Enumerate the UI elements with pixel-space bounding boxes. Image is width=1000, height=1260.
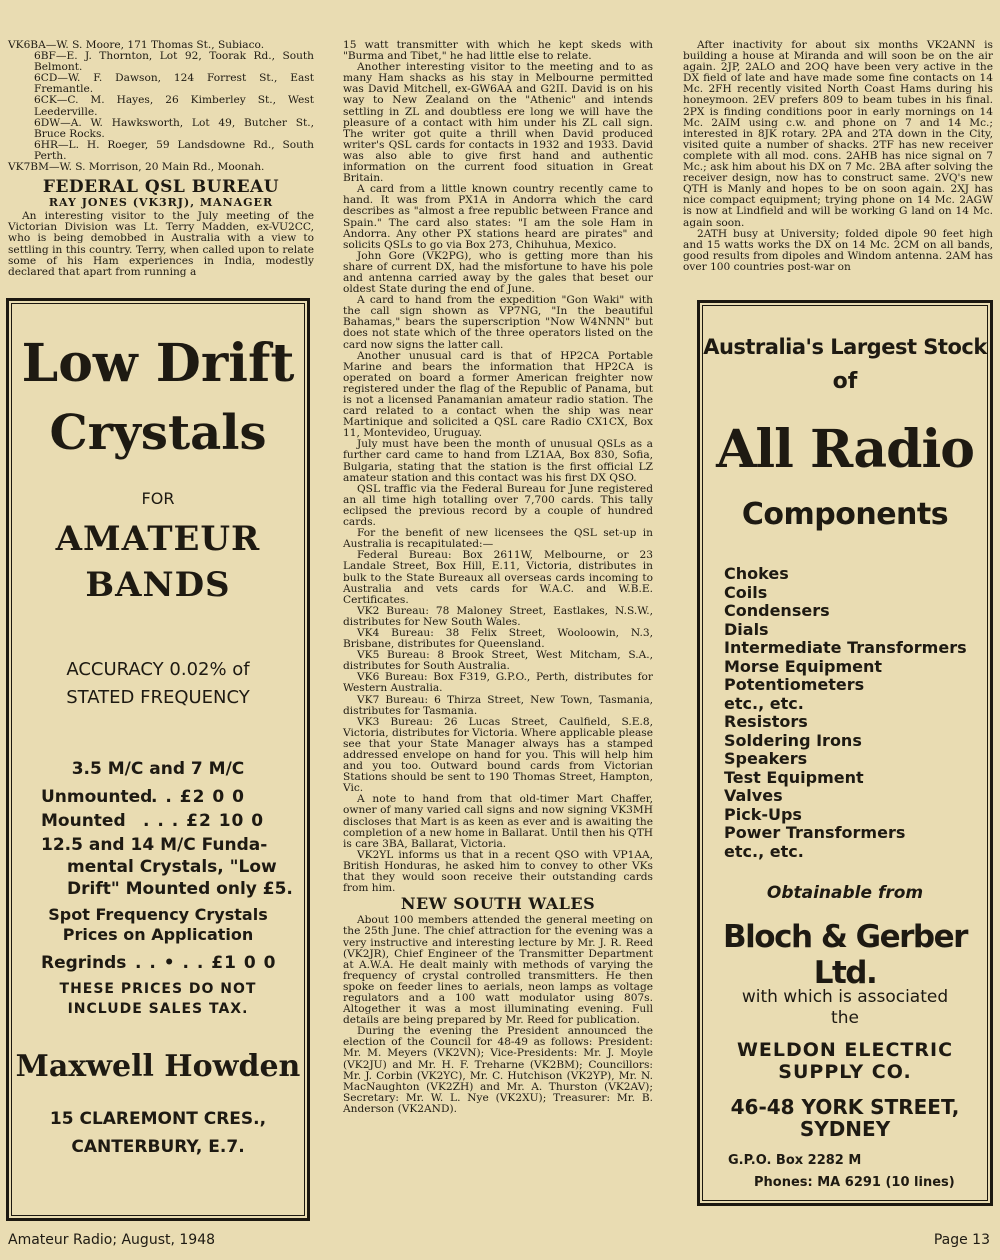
- ad-address-line-1: 15 CLAREMONT CRES.,: [49, 1109, 267, 1129]
- ad-item: etc., etc.: [724, 693, 804, 713]
- article-paragraph: Another interesting visitor to the meeting and to as many Ham shacks as his stay in Melbourne permitted was David Mitchell, ex-GW6AA and G2II. David is on his way to New Zealand on the "Athenic" and intends settling in ZL and doubtless ere long we will have the pleasure of a contact with him under his ZL call sign. The writer got quite a thrill when David produced writer's QSL cards for contacts in 1932 and 1933. David was also able to give first hand and authentic information on the current food situation in Great Britain.: [343, 61, 653, 185]
- ad-city: SYDNEY: [799, 1117, 891, 1141]
- ad-associated-line-1: with which is associated: [741, 987, 949, 1007]
- bureau-intro: An interesting visitor to the July meeting of the Victorian Division was Lt. Terry Madden, ex-VU2CC, who is being demobbed in Australia with a view to settling in this country. Terry, when called upon to relate some of his Ham experiences in India, modestly declared that apart from running a: [8, 210, 314, 278]
- ad-item: Coils: [724, 582, 768, 602]
- directory-entry: 6BF—E. J. Thornton, Lot 92, Toorak Rd., South Belmont.: [34, 50, 314, 74]
- ad-amateur: AMATEUR: [55, 519, 261, 559]
- ad-weldon-line-2: SUPPLY CO.: [778, 1061, 912, 1083]
- directory-entry: VK7BM—W. S. Morrison, 20 Main Rd., Moonah.: [8, 161, 265, 174]
- article-paragraph: For the benefit of new licensees the QSL set-up in Australia is recapitulated:—: [343, 527, 653, 551]
- ad-regrinds-price: . . • . . £1 0 0: [135, 953, 277, 973]
- article-paragraph: VK7 Bureau: 6 Thirza Street, New Town, Tasmania, distributes for Tasmania.: [343, 693, 653, 717]
- ad-item: Condensers: [724, 601, 830, 620]
- ad-all-radio: All Radio: [716, 419, 974, 480]
- ad-frequency: 3.5 M/C and 7 M/C: [71, 759, 245, 779]
- ad-tax-line-1: THESE PRICES DO NOT: [59, 981, 257, 997]
- ad-address-line-2: CANTERBURY, E.7.: [71, 1137, 245, 1157]
- directory-entry: 6CK—C. M. Hayes, 26 Kimberley St., West Leederville.: [34, 94, 314, 118]
- directory-entry: 6CD—W. F. Dawson, 124 Forrest St., East Fremantle.: [34, 72, 314, 96]
- crystals-advertisement: [6, 298, 310, 1221]
- article-paragraph: VK3 Bureau: 26 Lucas Street, Caulfield, S.E.8, Victoria, distributes for Victoria. Where applicable please see that your State Manager always has a stamped addressed envelope on hand for you. This will help him and you too. Outward bound cards from Victorian Stations should be sent to 190 Thomas Street, Hampton, Vic.: [343, 715, 653, 795]
- ad-accuracy-line-2: STATED FREQUENCY: [66, 687, 250, 708]
- right-column: [683, 40, 993, 273]
- article-paragraph: VK2 Bureau: 78 Maloney Street, Eastlakes, N.S.W., distributes for New South Wales.: [343, 604, 653, 628]
- ad-item: Intermediate Transformers: [724, 638, 967, 657]
- ad-mounted-label: Mounted: [41, 811, 126, 831]
- ad-headline-crystals: Crystals: [49, 405, 267, 461]
- ad-accuracy-line-1: ACCURACY 0.02% of: [66, 659, 250, 680]
- article-paragraph: 15 watt transmitter with which he kept skeds with "Burma and Tibet," he had little else to relate.: [343, 39, 653, 63]
- ad-mounted-price: . . . £2 10 0: [143, 811, 265, 831]
- directory-entry: 6DW—A. W. Hawksworth, Lot 49, Butcher St., Bruce Rocks.: [34, 116, 314, 140]
- ad-unmounted-label: Unmounted: [41, 787, 153, 807]
- nsw-section-title: NEW SOUTH WALES: [400, 894, 596, 914]
- ad-item: Power Transformers: [724, 823, 906, 842]
- article-paragraph: During the evening the President announced the election of the Council for 48-49 as follows: President: Mr. M. Meyers (VK2VN); Vice-Presidents: Mr. J. Moyle (VK2JU) and Mr. H. F. Treharne (VK2BM); Councillors: Mr. J. Corbin (VK2YC), Mr. C. Hutchison (VK2YP), Mr. N. MacNaughton (VK2ZH) and Mr. A. Thurston (VK2AV); Secretary: Mr. W. L. Nye (VK2XU); Treasurer: Mr. B. Anderson (VK2AND).: [343, 1025, 653, 1115]
- article-paragraph: About 100 members attended the general meeting on the 25th June. The chief attraction for the evening was a very instructive and interesting lecture by Mr. J. R. Reed (VK2JR), Chief Engineer of the Transmitter Department at A.W.A. He dealt mainly with methods of varying the frequency of crystal controlled transmitters. He then spoke on feeder lines to aerials, neon lamps as voltage regulators and a 100 watt modulator using 807s. Altogether it was a most illuminating evening. Full details are being prepared by Mr. Reed for publication.: [343, 914, 653, 1027]
- article-paragraph: Federal Bureau: Box 2611W, Melbourne, or 23 Landale Street, Box Hill, E.11, Victoria, distributes in bulk to the State Bureaux all overseas cards incoming to Australia and vets cards for W.A.C. and W.B.E. Certificates.: [343, 549, 653, 606]
- ad-street: 46-48 YORK STREET,: [730, 1095, 960, 1119]
- ad-item: Valves: [724, 786, 783, 805]
- ad-item: Soldering Irons: [724, 730, 862, 750]
- ad-item: Dials: [724, 619, 769, 639]
- ad-item: Morse Equipment: [724, 656, 883, 676]
- bureau-manager: RAY JONES (VK3RJ), MANAGER: [48, 196, 274, 210]
- article-paragraph: 2ATH busy at University; folded dipole 90 feet high and 15 watts works the DX on 14 Mc. 2CM on all bands, good results from dipoles and Windom antenna. 2AM has over 100 countries post-war on: [683, 227, 993, 273]
- middle-column: [343, 40, 653, 1115]
- ad-fundamental-line-2: mental Crystals, "Low: [67, 857, 277, 877]
- footer-publication: Amateur Radio; August, 1948: [8, 1232, 216, 1248]
- ad-item: Chokes: [724, 564, 789, 583]
- ad-bloch-gerber: Bloch & Gerber Ltd.: [723, 919, 967, 991]
- article-paragraph: A card to hand from the expedition "Gon Waki" with the call sign shown as VP7NG, "In the beautiful Bahamas," bears the superscription "Now W4NNN" but does not state which of the three operators listed on the card now signs the latter call.: [343, 294, 653, 351]
- ad-tax-line-2: INCLUDE SALES TAX.: [67, 1001, 249, 1017]
- article-paragraph: VK5 Bureau: 8 Brook Street, West Mitcham, S.A., distributes for South Australia.: [343, 649, 653, 673]
- ad-item: Speakers: [724, 749, 808, 768]
- ad-item: Resistors: [724, 712, 808, 731]
- article-paragraph: After inactivity for about six months VK2ANN is building a house at Miranda and will soon be on the air again. 2JP, 2ALO and 2OQ have been very active in the DX field of late and have made some fine contacts on 14 Mc. 2FH recently visited North Coast Hams during his honeymoon. 2EV prefers 809 to beam tubes in his final. 2PX is finding conditions poor in early mornings on 14 Mc. 2AIM using c.w. and phone on 7 and 14 Mc.; interested in 8JK rotary. 2PA and 2TA down in the City, visited quite a number of shacks. 2TF has new receiver complete with all mod. cons. 2AHB has nice signal on 7 Mc.; ask him about his DX on 7 Mc. 2BA after solving the receiver design, now has to construct same. 2VQ's new QTH is Manly and hopes to be on soon again. 2XJ has nice compact equipment; trying phone on 14 Mc. 2AGW is now at Lindfield and will be working G land on 14 Mc. again soon.: [683, 39, 993, 229]
- ad-fundamental-line-1: 12.5 and 14 M/C Funda-: [41, 835, 268, 855]
- ad-associated-line-2: the: [831, 1008, 859, 1028]
- ad-regrinds-label: Regrinds: [41, 953, 127, 973]
- ad-components: Components: [741, 497, 949, 532]
- directory-entry: VK6BA—W. S. Moore, 171 Thomas St., Subiaco.: [8, 39, 265, 51]
- ad-item-list: [724, 565, 967, 861]
- footer-page-number: Page 13: [933, 1232, 990, 1248]
- ad-item: Test Equipment: [724, 767, 864, 787]
- ad-bands: BANDS: [85, 565, 231, 605]
- ad-company-name: Maxwell Howden: [15, 1049, 301, 1084]
- ad-item: etc., etc.: [724, 841, 804, 861]
- article-paragraph: VK4 Bureau: 38 Felix Street, Wooloowin, N.3, Brisbane, distributes for Queensland.: [343, 626, 653, 651]
- ad-spot-line-1: Spot Frequency Crystals: [48, 905, 268, 924]
- ad-headline-low-drift: Low Drift: [21, 333, 295, 394]
- ad-item: Potentiometers: [724, 675, 865, 694]
- ad-spot-line-2: Prices on Application: [62, 925, 254, 944]
- ad-obtainable-from: Obtainable from: [766, 883, 924, 903]
- left-column: [8, 40, 314, 278]
- ad-largest-stock: Australia's Largest Stock: [703, 335, 987, 359]
- components-advertisement: [697, 300, 993, 1206]
- ad-phones: Phones: MA 6291 (10 lines): [754, 1175, 955, 1190]
- article-paragraph: Another unusual card is that of HP2CA Portable Marine and bears the information that HP2CA is operated on board a former American freighter now registered under the flag of the Republic of Panama, but is not a licensed Panamanian amateur radio station. The card related to a contact when the ship was near Martinique and solicited a QSL care Radio CX1CX, Box 11, Montevideo, Uruguay.: [343, 349, 653, 440]
- article-paragraph: John Gore (VK2PG), who is getting more than his share of current DX, had the misfortune to have his pole and antenna carried away by the gales that beset our oldest State during the end of June.: [343, 249, 653, 296]
- ad-gpo: G.P.O. Box 2282 M: [728, 1153, 862, 1168]
- article-paragraph: A card from a little known country recently came to hand. It was from PX1A in Andorra which the card describes as "almost a free republic between France and Spain." The card also states: "I am the sole Ham in Andorra. Any other PX stations heard are pirates" and solicits QSLs to go via Box 273, Chihuhua, Mexico.: [343, 183, 653, 251]
- ad-of: of: [832, 369, 858, 394]
- ad-item: Pick-Ups: [724, 804, 802, 824]
- article-paragraph: A note to hand from that old-timer Mart Chaffer, owner of many varied call signs and now signing VK3MH discloses that Mart is as keen as ever and is awaiting the completion of a new home in Ballarat. Until then his QTH is care 3BA, Ballarat, Victoria.: [343, 793, 653, 850]
- ad-fundamental-line-3: Drift" Mounted only £5.: [67, 879, 293, 899]
- article-paragraph: VK2YL informs us that in a recent QSO with VP1AA, British Honduras, he asked him to convey to other VKs that they would soon receive their outstanding cards from him.: [343, 848, 653, 895]
- article-paragraph: QSL traffic via the Federal Bureau for June registered an all time high totalling over 7,700 cards. This tally eclipsed the previous record by a couple of hundred cards.: [343, 482, 653, 529]
- directory-entry: 6HR—L. H. Roeger, 59 Landsdowne Rd., South Perth.: [34, 138, 314, 162]
- bureau-title: FEDERAL QSL BUREAU: [42, 177, 280, 198]
- article-paragraph: VK6 Bureau: Box F319, G.P.O., Perth, distributes for Western Australia.: [343, 671, 653, 695]
- ad-for: FOR: [141, 489, 175, 508]
- ad-unmounted-price: . . £2 0 0: [151, 787, 245, 807]
- ad-weldon-line-1: WELDON ELECTRIC: [736, 1039, 954, 1061]
- article-paragraph: July must have been the month of unusual QSLs as a further card came to hand from LZ1AA, Box 830, Sofia, Bulgaria, stating that the station is the first official LZ amateur station and this contact was his first DX QSO.: [343, 438, 653, 484]
